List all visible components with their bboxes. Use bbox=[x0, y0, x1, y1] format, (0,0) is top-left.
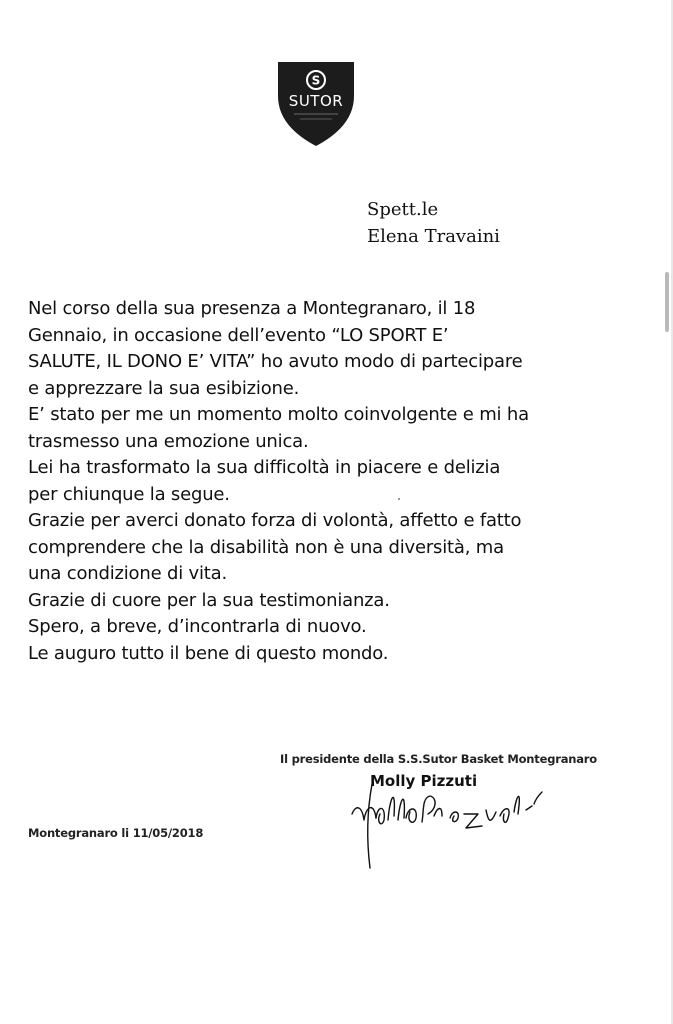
place-date: Montegranaro li 11/05/2018 bbox=[28, 826, 204, 840]
addressee-block bbox=[367, 196, 500, 250]
sutor-shield-logo-icon bbox=[270, 56, 362, 148]
scrollbar-thumb[interactable] bbox=[665, 272, 669, 332]
scan-speck bbox=[398, 498, 400, 500]
letter-line: Gennaio, in occasione dell’evento “LO SPORT E’ bbox=[28, 324, 449, 346]
letter-line: e apprezzare la sua esibizione. bbox=[28, 377, 300, 399]
handwritten-signature bbox=[338, 776, 558, 876]
addressee-name: Elena Travaini bbox=[367, 226, 500, 247]
president-name: Molly Pizzuti bbox=[370, 772, 478, 790]
letter-line: trasmesso una emozione unica. bbox=[28, 430, 309, 452]
letter-body bbox=[28, 296, 628, 667]
letter-line: Le auguro tutto il bene di questo mondo. bbox=[28, 642, 389, 664]
letter-line: Grazie per averci donato forza di volontà, affetto e fatto bbox=[28, 510, 522, 531]
president-role: Il presidente della S.S.Sutor Basket Montegranaro bbox=[280, 752, 597, 766]
letter-line: Grazie di cuore per la sua testimonianza. bbox=[28, 589, 390, 611]
letter-line: E’ stato per me un momento molto coinvolgente e mi ha bbox=[28, 404, 529, 425]
letter-line: Nel corso della sua presenza a Montegranaro, il 18 bbox=[28, 298, 476, 319]
salutation: Spett.le bbox=[367, 199, 439, 220]
svg-text:S: S bbox=[311, 73, 321, 88]
letter-line: per chiunque la segue. bbox=[28, 483, 230, 505]
letter-line: SALUTE, IL DONO E’ VITA” ho avuto modo di partecipare bbox=[28, 351, 523, 372]
letter-line: una condizione di vita. bbox=[28, 563, 227, 584]
svg-text:SUTOR: SUTOR bbox=[288, 92, 344, 110]
letter-line: Spero, a breve, d’incontrarla di nuovo. bbox=[28, 616, 367, 637]
letter-line: Lei ha trasformato la sua difficoltà in piacere e delizia bbox=[28, 457, 501, 478]
letter-line: comprendere che la disabilità non è una diversità, ma bbox=[28, 536, 504, 558]
